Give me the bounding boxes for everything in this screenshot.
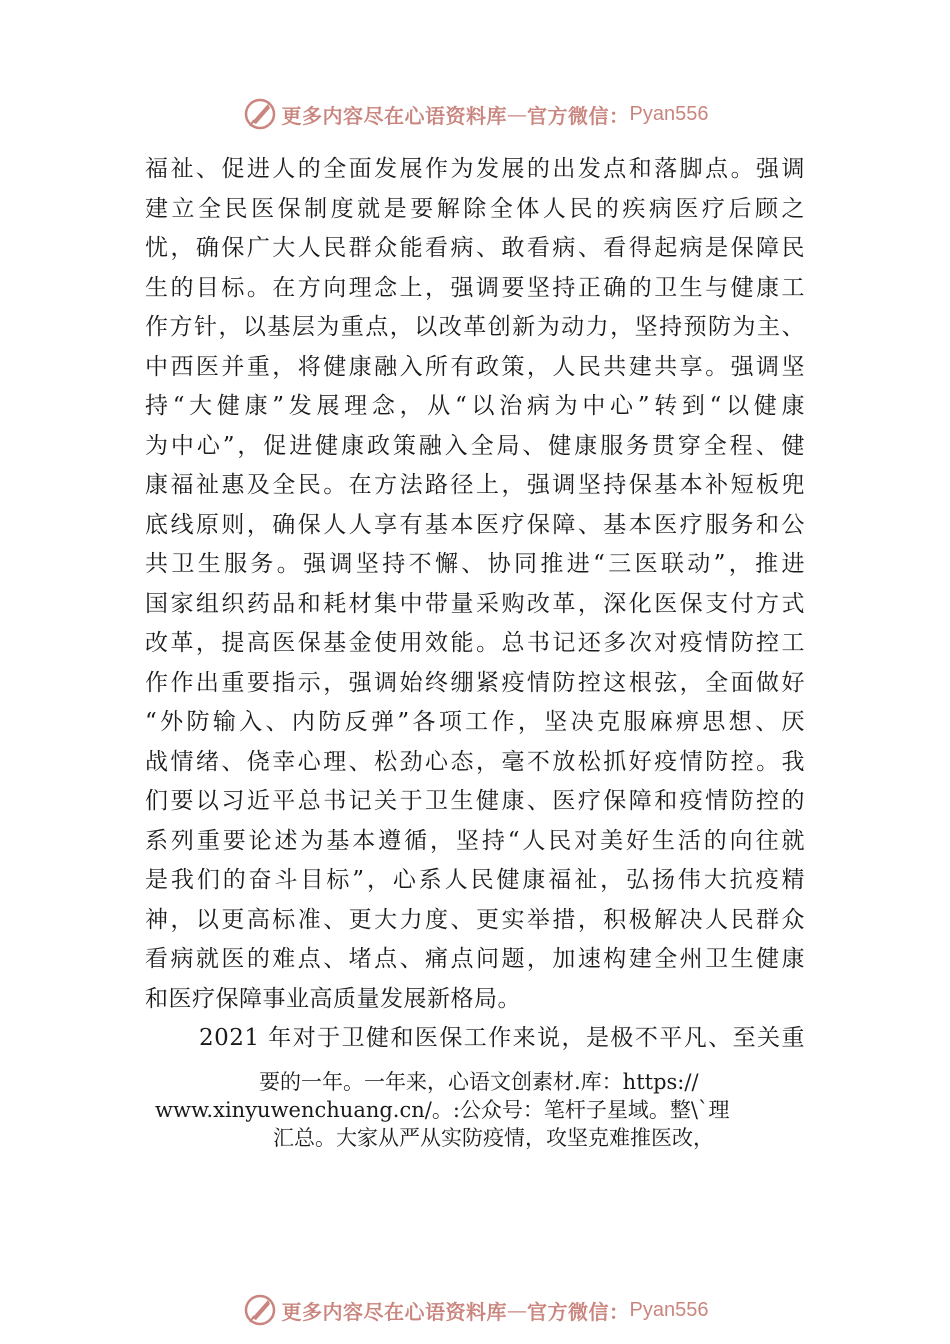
text-line: 忧，确保广大人民群众能看病、敢看病、看得起病是保障民 <box>145 235 805 261</box>
body-paragraph-2 <box>145 1019 805 1059</box>
body-paragraph-1 <box>145 150 805 1019</box>
text-line: www.xinyuwenchuang.cn/。:公众号：笔杆子星域。整\`理 <box>155 1098 730 1122</box>
text-line: 中西医并重，将健康融入所有政策，人民共建共享。强调坚 <box>145 353 805 380</box>
watermark-account-label: 官方微信： <box>527 1299 630 1324</box>
quill-logo-icon <box>242 96 278 132</box>
body-paragraph-2-tail <box>145 1068 805 1152</box>
text-line: 共卫生服务。强调坚持不懈、协同推进“三医联动”，推进 <box>145 551 805 577</box>
watermark-title: 更多内容尽在心语资料库 <box>281 103 508 128</box>
quill-logo-icon <box>242 1292 278 1328</box>
footer-watermark <box>0 1290 950 1330</box>
header-watermark <box>0 94 950 134</box>
text-line: 作方针，以基层为重点，以改革创新为动力，坚持预防为主、 <box>145 314 805 340</box>
text-line: 建立全民医保制度就是要解除全体人民的疾病医疗后顾之 <box>145 195 805 222</box>
text-line: “外防输入、内防反弹”各项工作，坚决克服麻痹思想、厌 <box>145 709 805 735</box>
text-line: 战情绪、侥幸心理、松劲心态，毫不放松抓好疫情防控。我 <box>145 748 805 775</box>
text-line: 国家组织药品和耗材集中带量采购改革，深化医保支付方式 <box>145 590 805 617</box>
text-line: 底线原则，确保人人享有基本医疗保障、基本医疗服务和公 <box>145 511 805 538</box>
text-line: 福祉、促进人的全面发展作为发展的出发点和落脚点。强调 <box>145 156 805 182</box>
text-line: 汇总。大家从严从实防疫情，攻坚克难推医改， <box>273 1126 714 1150</box>
text-line: 是我们的奋斗目标”，心系人民健康福祉，弘扬伟大抗疫精 <box>145 867 805 893</box>
watermark-account-id: Pyan556 <box>629 1298 709 1321</box>
text-line: 神，以更高标准、更大力度、更实举措，积极解决人民群众 <box>145 906 805 933</box>
watermark-account-id: Pyan556 <box>629 102 709 125</box>
text-line: 要的一年。一年来，心语文创素材.库：https:// <box>259 1070 699 1094</box>
text-line: 2021 年对于卫健和医保工作来说，是极不平凡、至关重 <box>199 1025 805 1051</box>
watermark-dash: — <box>507 102 528 126</box>
watermark-dash: — <box>507 1298 528 1322</box>
text-line: 改革，提高医保基金使用效能。总书记还多次对疫情防控工 <box>145 630 805 656</box>
text-line: 系列重要论述为基本遵循，坚持“人民对美好生活的向往就 <box>145 827 805 854</box>
watermark-account-label: 官方微信： <box>527 103 630 128</box>
text-line: 康福祉惠及全民。在方法路径上，强调坚持保基本补短板兜 <box>145 472 805 498</box>
text-line: 和医疗保障事业高质量发展新格局。 <box>145 985 521 1012</box>
text-line: 生的目标。在方向理念上，强调要坚持正确的卫生与健康工 <box>145 274 805 301</box>
text-line: 作作出重要指示，强调始终绷紧疫情防控这根弦，全面做好 <box>145 669 805 696</box>
text-line: 看病就医的难点、堵点、痛点问题，加速构建全州卫生健康 <box>145 946 805 972</box>
text-line: 持“大健康”发展理念，从“以治病为中心”转到“以健康 <box>145 393 805 419</box>
text-line: 们要以习近平总书记关于卫生健康、医疗保障和疫情防控的 <box>145 788 805 814</box>
text-line: 为中心”，促进健康政策融入全局、健康服务贯穿全程、健 <box>145 432 805 459</box>
watermark-title: 更多内容尽在心语资料库 <box>281 1299 508 1324</box>
